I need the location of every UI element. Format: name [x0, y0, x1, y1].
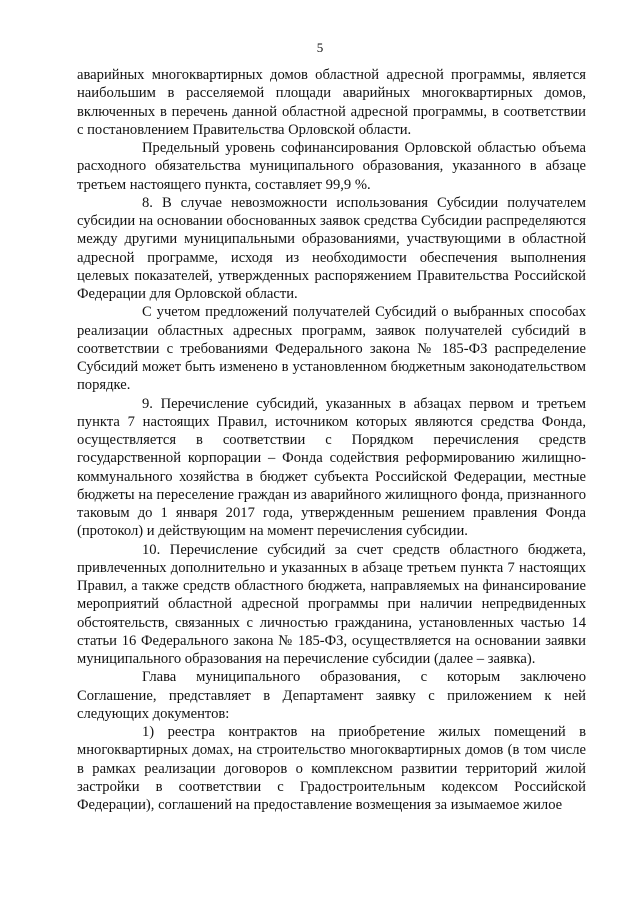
page-number: 5 — [316, 40, 324, 55]
paragraph-item-8: 8. В случае невозможности использования Субсидии получателем субсидии на основании обоснованных заявок средства Субсидии распределяются между другими муниципальными образованиями, участвующими в областной адресной программе, исходя из необходимости обеспечения выполнения целевых показателей, утвержденных распоряжением Правительства Российской Федерации для Орловской области. — [77, 194, 586, 302]
paragraph-item-9: 9. Перечисление субсидий, указанных в абзацах первом и третьем пункта 7 настоящих Правил, источником которых являются средства Фонда, осуществляется в соответствии с Порядком перечисления средств государственной корпорации – Фонда содействия реформированию жилищно-коммунального хозяйства в бюджет субъекта Российской Федерации, местные бюджеты на переселение граждан из аварийного жилищного фонда, признанного таковым до 1 января 2017 года, утвержденным решением правления Фонда (протокол) и действующим на момент перечисления субсидии. — [77, 395, 586, 540]
paragraph-head-of-municipality: Глава муниципального образования, с которым заключено Соглашение, представляет в Департамент заявку с приложением к ней следующих документов: — [77, 669, 586, 722]
paragraph-item-10: 10. Перечисление субсидий за счет средств областного бюджета, привлеченных дополнительно и указанных в абзаце третьем пункта 7 настоящих Правил, а также средств областного бюджета, направляемых на финансирование мероприятий областной адресной программы при наличии непредвиденных обстоятельств, связанных с личностью гражданина, установленных частью 14 статьи 16 Федерального закона № 185-ФЗ, осуществляется на основании заявки муниципального образования на перечисление субсидии (далее – заявка). — [77, 541, 586, 667]
paragraph-continuation: аварийных многоквартирных домов областной адресной программы, является наибольшим в расселяемой площади аварийных многоквартирных домов, включенных в перечень данной областной адресной программы, в соответствии с постановлением Правительства Орловской области. — [77, 67, 586, 138]
paragraph-cofinancing-level: Предельный уровень софинансирования Орловской областью объема расходного обязательства муниципального образования, указанного в абзаце третьем настоящего пункта, составляет 99,9 %. — [77, 140, 586, 193]
paragraph-redistribution: С учетом предложений получателей Субсидий о выбранных способах реализации областных адресных программ, заявок получателей субсидий в соответствии с требованиями Федерального закона № 185-ФЗ распределение Субсидий может быть изменено в установленном бюджетным законодательством порядке. — [77, 304, 586, 394]
paragraph-document-list-item-1: 1) реестра контрактов на приобретение жилых помещений в многоквартирных домах, на строительство многоквартирных домов (в том числе в рамках реализации договоров о комплексном развитии территорий жилой застройки в соответствии с Градостроительным кодексом Российской Федерации), соглашений на предоставление возмещения за изымаемое жилое — [77, 724, 586, 813]
document-body — [77, 66, 586, 814]
